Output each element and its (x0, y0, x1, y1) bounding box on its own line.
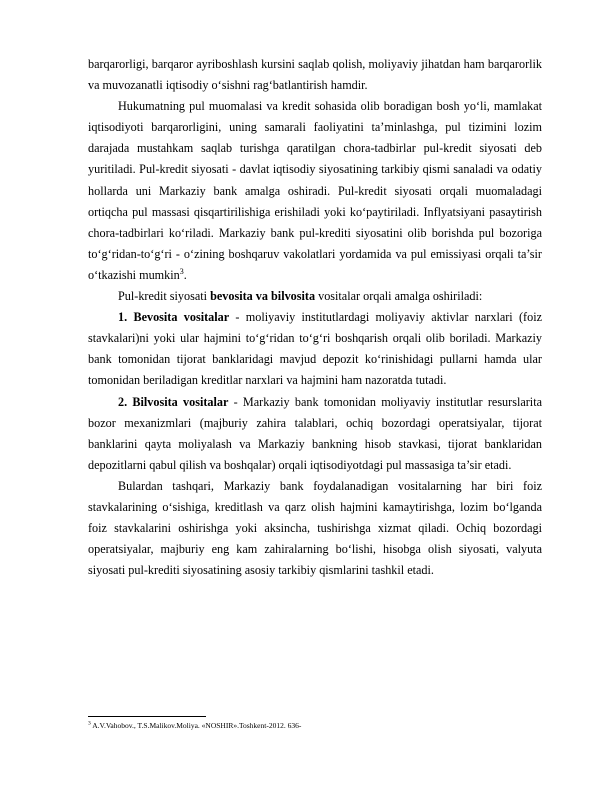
paragraph-3 (88, 286, 542, 307)
paragraph-2 (88, 96, 542, 286)
footnote-text: A.V.Vahobov., T.S.Malikov.Moliya. «NOSHIR».Toshkent-2012. 636- (92, 721, 302, 730)
paragraph-6 (88, 476, 542, 581)
paragraph-text: barqarorligi, barqaror ayriboshlash kursini saqlab qolish, moliyaviy jihatdan ham barqarorlik va muvozanatli iqtisodiy o‘sishni rag‘batlantirish hamdir. (88, 57, 542, 93)
paragraph-text: Hukumatning pul muomalasi va kredit sohasida olib boradigan bosh yo‘li, mamlakat iqtisodiyoti barqarorligini, uning samarali faoliyatini ta’minlashga, pul tizimini lozim darajada mustahkam saqlab turishga qaratilgan chora-tadbirlar pul-kredit siyosati deb yuritiladi. Pul-kredit siyosati - davlat iqtisodiy siyosatining tarkibiy qismi sanaladi va odatiy hollarda uni Markaziy bank amalga oshiradi. Pul-kredit siyosati orqali muomaladagi ortiqcha pul massasi qisqartirilishiga erishiladi yoki ko‘paytiriladi. Inflyatsiyani pasaytirish chora-tadbirlari ko‘riladi. Markaziy bank pul-krediti siyosatini olib borishda pul bozoriga to‘g‘ridan-to‘g‘ri - o‘zining boshqaruv vakolatlari yordamida va pul emissiyasi orqali ta’sir o‘tkazishi mumkin (88, 99, 542, 282)
paragraph-text: Bulardan tashqari, Markaziy bank foydalanadigan vositalarning har biri foiz stavkalarining o‘sishiga, kreditlash va qarz olish hajmini kamaytirishga, lozim bo‘lganda foiz stavkalarini oshirishga yoki aksincha, tushirishga xizmat qiladi. Ochiq bozordagi operatsiyalar, majburiy eng kam zahiralarning bo‘lishi, hisobga olish siyosati, valyuta siyosati pul-krediti siyosatining asosiy tarkibiy qismlarini tashkil etadi. (88, 478, 542, 578)
list-item-heading: 2. Bilvosita vositalar (118, 394, 229, 409)
paragraph-text-end: . (183, 267, 187, 282)
paragraph-text: - Markaziy bank tomonidan moliyaviy institutlar resurslarita bozor mexanizmlari (majburiy zahira talablari, ochiq bozordagi operatsiyalar, tijorat banklarini qayta moliyalash va Markaziy bankning hisob stavkasi, tijorat banklaridan depozitlarni qabul qilish va boshqalar) orqali iqtisodiyotdagi pul massasiga ta’sir etadi. (88, 394, 542, 472)
document-page (88, 54, 542, 581)
paragraph-4 (88, 307, 542, 391)
paragraph-text: Pul-kredit siyosati (118, 289, 211, 304)
paragraph-text: - moliyaviy institutlardagi moliyaviy aktivlar narxlari (foiz stavkalari)ni yoki ular hajmini to‘g‘ridan to‘g‘ri boshqarish orqali olib boriladi. Markaziy bank tomonidan tijorat banklaridagi mavjud depozit ko‘rinishidagi pullarni hamda ular tomonidan beriladigan kreditlar narxlari va hajmini ham nazoratda tutadi. (88, 310, 542, 388)
footnote-separator (88, 716, 206, 717)
paragraph-5 (88, 392, 542, 476)
paragraph-1 (88, 54, 542, 96)
footnote-number: 3 (88, 720, 91, 727)
list-item-heading: 1. Bevosita vositalar (118, 310, 230, 325)
footnote-reference[interactable]: 3 (179, 266, 184, 276)
paragraph-text-end: vositalar orqali amalga oshiriladi: (315, 289, 483, 304)
bold-phrase: bevosita va bilvosita (210, 289, 316, 304)
footnote (88, 721, 301, 730)
